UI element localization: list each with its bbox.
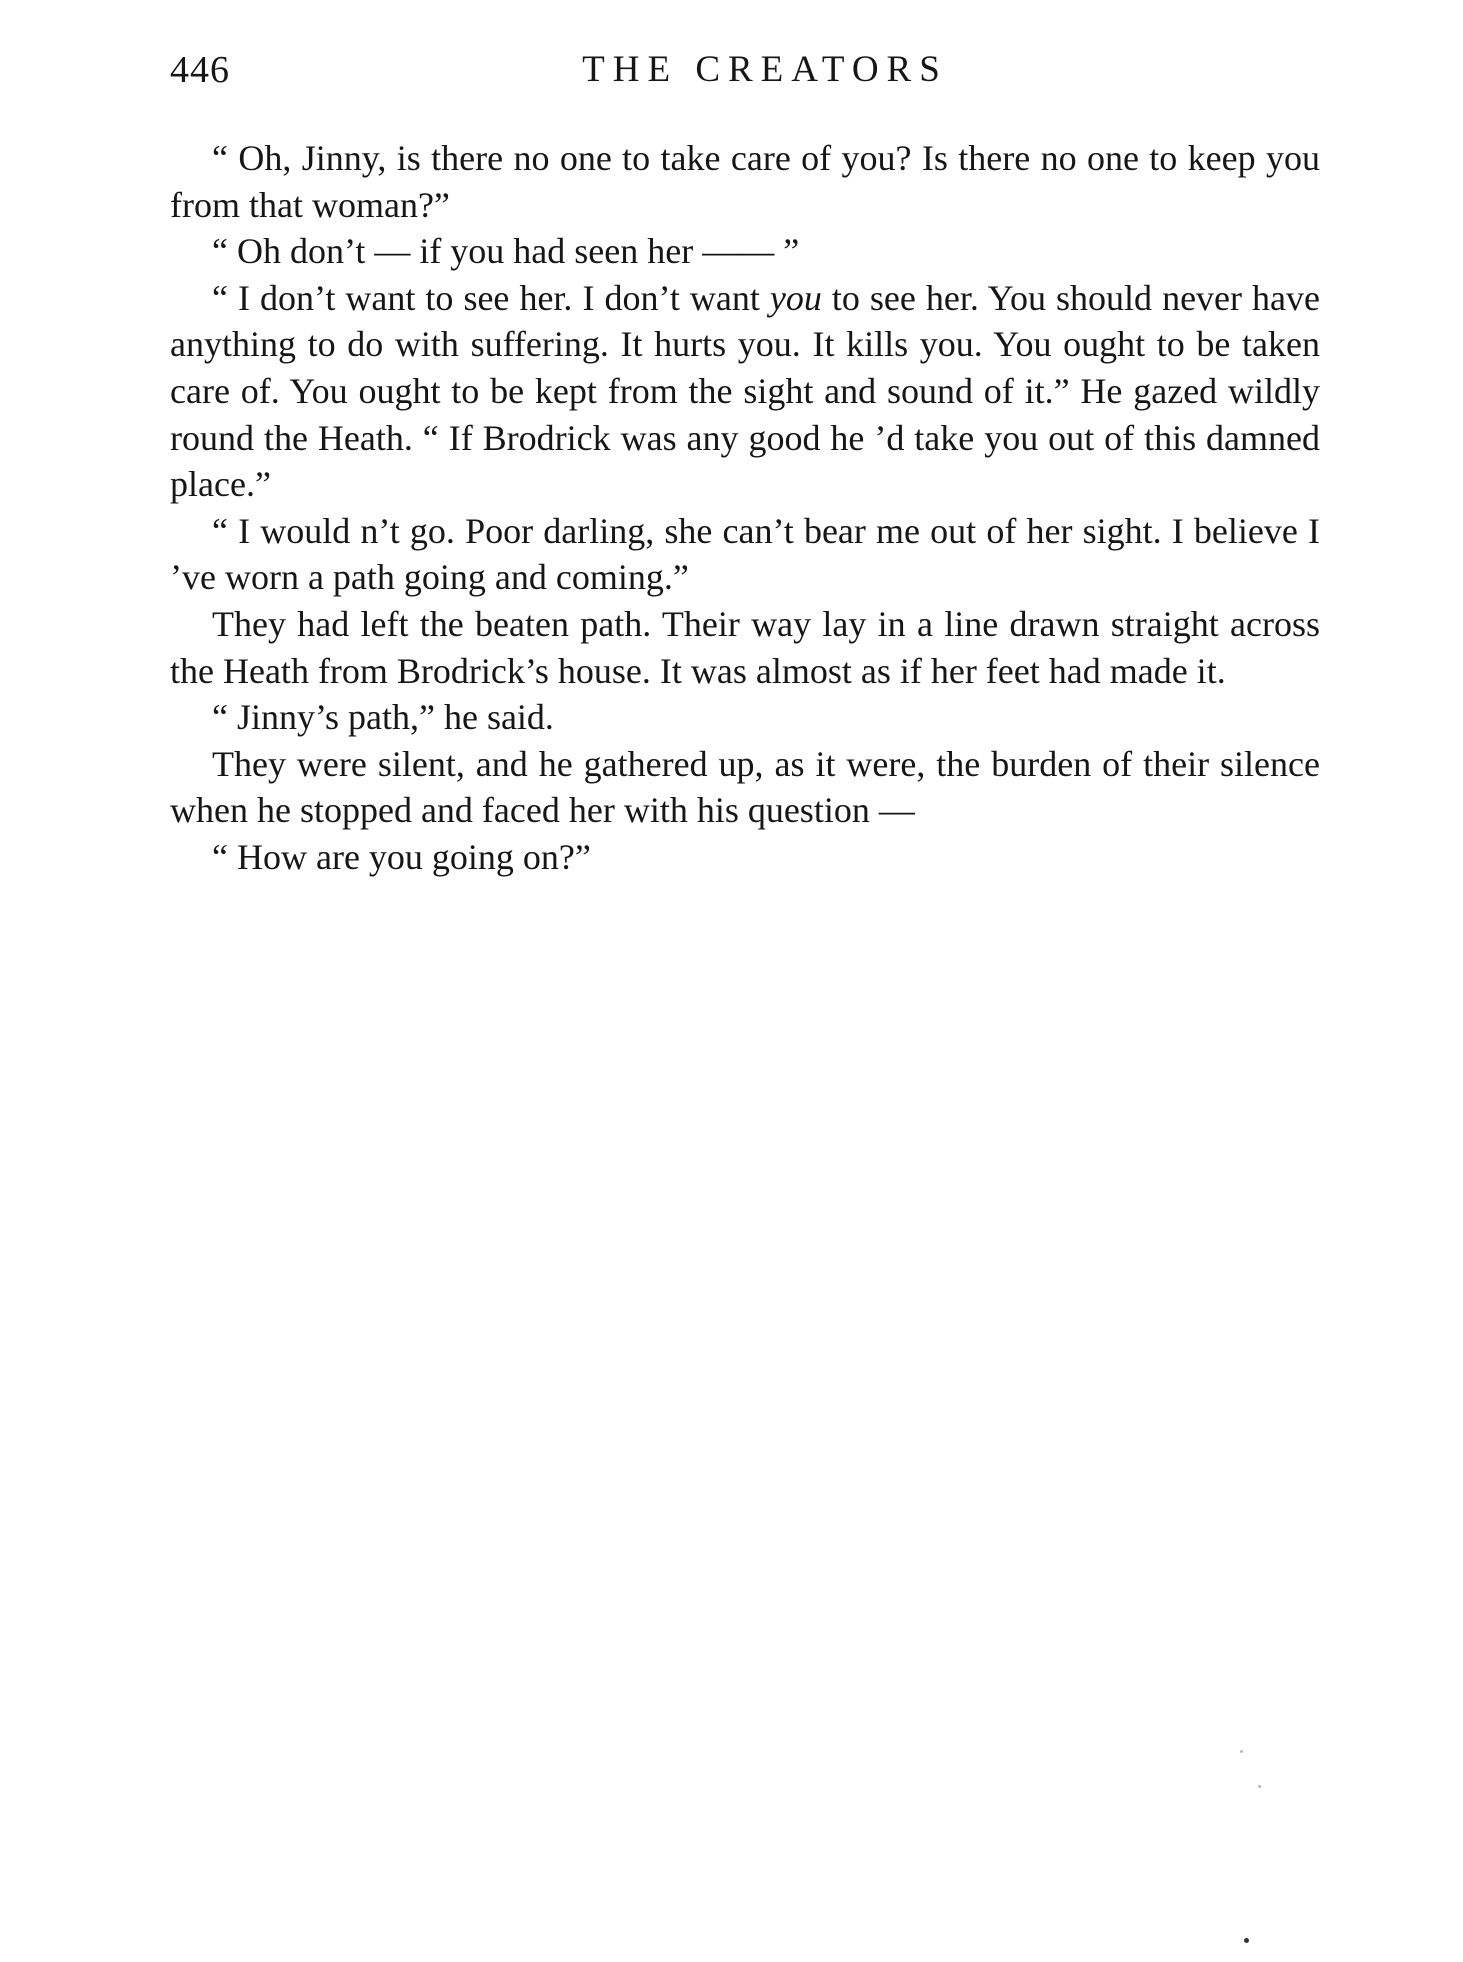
- paragraph: [170, 508, 1320, 601]
- paragraph: [170, 694, 1320, 741]
- text-run: “ Oh don’t — if you had seen her —— ”: [212, 231, 800, 272]
- text-run: “ I don’t want to see her. I don’t want: [212, 277, 770, 318]
- running-head: THE CREATORS: [582, 49, 948, 90]
- text-run: “ Oh, Jinny, is there no one to take care of you? Is there no one to keep you from that woman?”: [170, 138, 1320, 225]
- text-run: to see her. You should never have anything to do with suffering. It hurts you. It kills you. You ought to be taken care of. You ought to be kept from the sight and sound of it.” He gazed wildly round the Heath. “ If Brodrick was any good he ’d take you out of this damned place.”: [170, 277, 1321, 505]
- text-run: “ How are you going on?”: [212, 836, 591, 877]
- paragraph: [170, 601, 1320, 694]
- paragraph: [170, 275, 1320, 508]
- text-run: “ I would n’t go. Poor darling, she can’t bear me out of her sight. I believe I ’ve worn a path going and coming.”: [170, 510, 1320, 598]
- paragraph: [170, 228, 1320, 275]
- body-text: [170, 135, 1320, 881]
- italic-text: you: [769, 277, 822, 318]
- paragraph: [170, 741, 1320, 834]
- scan-speck: [1258, 1785, 1261, 1788]
- scan-speck: [1244, 1938, 1249, 1943]
- text-run: They were silent, and he gathered up, as it were, the burden of their silence when he stopped and faced her with his question —: [170, 743, 1320, 831]
- paragraph: [170, 135, 1320, 228]
- scan-speck: [1240, 1750, 1243, 1753]
- page-header: [170, 48, 1320, 108]
- page-number: 446: [170, 49, 230, 91]
- text-run: They had left the beaten path. Their way lay in a line drawn straight across the Heath from Brodrick’s house. It was almost as if her feet had made it.: [170, 603, 1320, 691]
- text-run: “ Jinny’s path,” he said.: [212, 697, 554, 738]
- paragraph: [170, 834, 1320, 881]
